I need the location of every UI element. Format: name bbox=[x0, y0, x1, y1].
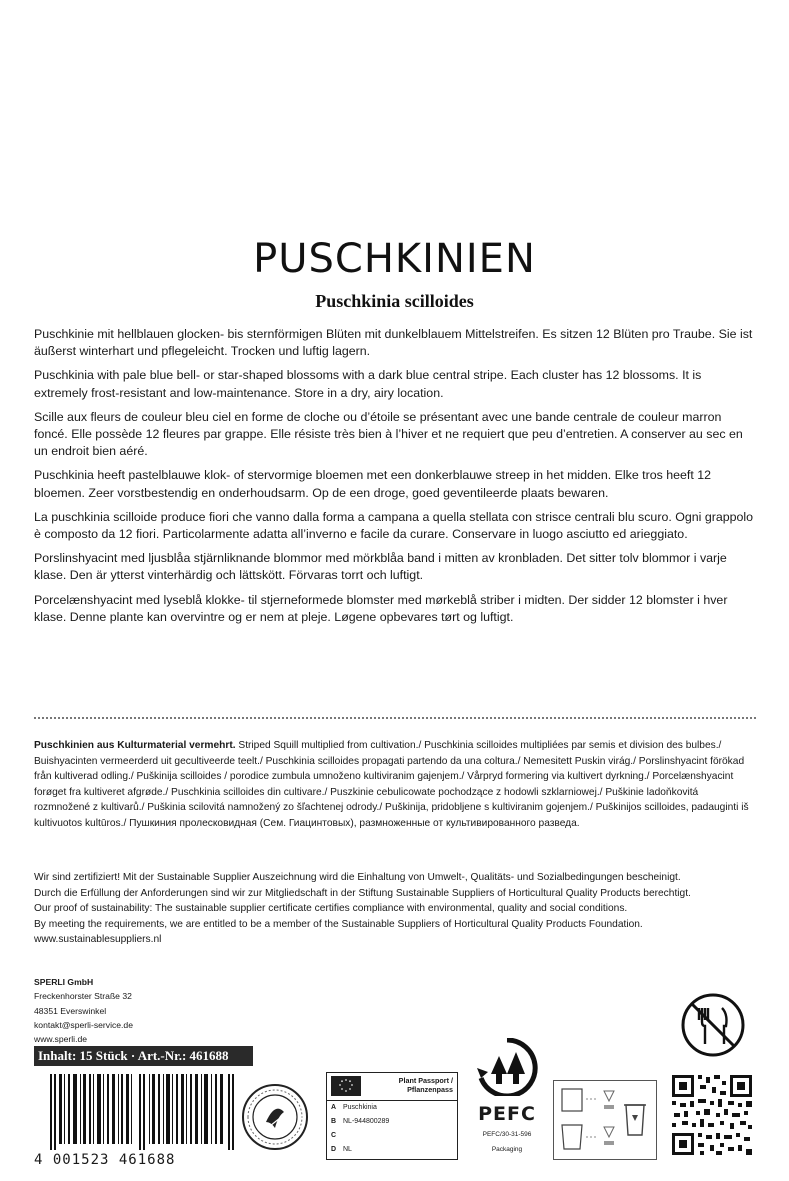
passport-row: C bbox=[331, 1132, 337, 1139]
sustainability-line: Wir sind zertifiziert! Mit der Sustainable Supplier Auszeichnung wird die Einhaltung von Umwelt-, Qualitäts- und Sozialbedingungen bescheinigt. bbox=[34, 872, 681, 883]
recycling-info-icon bbox=[553, 1080, 657, 1160]
sustainability-line: Durch die Erfüllung der Anforderungen sind wir zur Mitgliedschaft in der Stiftung Sustainable Suppliers of Horticultural Quality Products berechtigt. bbox=[34, 887, 691, 899]
company-name: SPERLI GmbH bbox=[34, 977, 94, 987]
passport-row: B NL-944800289 bbox=[331, 1118, 390, 1125]
sustainability-line: Our proof of sustainability: The sustainable supplier certificate certifies compliance with environmental, quality and social conditions. bbox=[34, 903, 628, 914]
not-for-consumption-icon bbox=[678, 990, 748, 1060]
passport-row: D NL bbox=[331, 1146, 352, 1153]
company-street: Freckenhorster Straße 32 bbox=[34, 991, 132, 1002]
description-de: Puschkinie mit hellblauen glocken- bis sternförmigen Blüten mit dunkelblauem Mittelstreifen. Es sitzen 12 Blüten pro Traube. Sie ist äußerst winterhart und pflegeleicht. Trocken und luftig lagern. bbox=[34, 327, 753, 359]
passport-title-de: Pflanzenpass bbox=[407, 1085, 453, 1094]
company-address bbox=[34, 975, 133, 1046]
cultivation-text: Striped Squill multiplied from cultivation./ Puschkinia scilloides multipliées par semis et division des bulbes./ Buishyacinten vermeerderd uit gecultiveerde teelt./ Puschkinia scilloides propagati partendo da una coltura./ Nemesitett Puskin virág./ Porslinshyacint förökad från kultiverad odling./ Puškinija scilloides / porodice zumbula umnoženo kultiviranim gajenjem./ Vårpryd formering via kultivert dyrkning./ Porcelænshyacint forøget fra kultiveret afgrøde./ Puschkinia scilloides din cultivare./ Puszkinie cebulicowate pochodzące z hodowli szklarniowej./ Puškinie ladoňkovitá rozmnožené z kultivarů./ Puškinia scilovitá namnožený zo šľachtenej odrody./ Puškinija, pridobljene s kultiviranim gojenjem./ Puškinijos scilloides, padauginti iš kultivuotos kultūros./ Пушкиния пролесковидная (Сем. Гиацинтовых), размноженные от культивированного разведа. bbox=[34, 740, 749, 829]
barcode bbox=[34, 1074, 254, 1170]
description-nl: Puschkinia heeft pastelblauwe klok- of stervormige bloemen met een donkerblauwe streep in het midden. Elke tros heeft 12 bloemen. Zeer vorstbestendig en onderhoudsarm. Op de een droge, goed geventileerde plaats bewaren. bbox=[34, 468, 712, 500]
description-sv: Porslinshyacint med ljusblåa stjärnliknande blommor med mörkblåa band i mitten av kronbladen. Det sitter tolv blommor i varje klase. Den är ytterst vinterhärdig och lättskött. Förvaras torrt och luftigt. bbox=[34, 551, 727, 583]
dotted-divider bbox=[34, 717, 756, 719]
cultivation-note bbox=[34, 738, 756, 831]
description-list bbox=[34, 326, 756, 633]
passport-title: Plant Passport / bbox=[398, 1076, 453, 1085]
barcode-digits: 4 001523 461688 bbox=[34, 1152, 176, 1168]
sustainability-note bbox=[34, 870, 756, 948]
sustainability-line: By meeting the requirements, we are entitled to be a member of the Sustainable Suppliers of Horticultural Quality Products Foundation. bbox=[34, 918, 643, 930]
description-fr: Scille aux fleurs de couleur bleu ciel en forme de cloche ou d’étoile se présentant avec une bande centrale de couleur marron foncé. Elle possède 12 fleures par grappe. Elle résiste très bien à l’hiver et ne requiert que peu d’entretien. A conserver au sec en un endroit bien aéré. bbox=[34, 409, 743, 459]
description-en: Puschkinia with pale blue bell- or star-shaped blossoms with a dark blue central stripe. Each cluster has 12 blossoms. It is extremely frost-resistant and low-maintenance. Store in a dry, airy location. bbox=[34, 368, 702, 400]
pefc-logo bbox=[474, 1038, 540, 1153]
pefc-packaging: Packaging bbox=[491, 1146, 523, 1153]
sustainable-supplier-seal-icon bbox=[240, 1082, 310, 1152]
sustainability-link[interactable]: www.sustainablesuppliers.nl bbox=[34, 934, 162, 945]
company-city: 48351 Everswinkel bbox=[34, 1005, 107, 1016]
pefc-trees-icon bbox=[476, 1038, 538, 1096]
pefc-logo-text: PEFC bbox=[478, 1103, 536, 1125]
eu-flag-icon bbox=[331, 1076, 361, 1096]
description-da: Porcelænshyacint med lyseblå klokke- til stjerneformede blomster med mørkeblå striber i midten. Der sidder 12 blomster i hver klase. Denne plante kan overvintre og er nem at pleje. Løgene opbevares tørt og luftigt. bbox=[34, 592, 728, 624]
company-email[interactable]: kontakt@sperli-service.de bbox=[34, 1019, 133, 1030]
company-web[interactable]: www.sperli.de bbox=[34, 1034, 88, 1045]
passport-row: A Puschkinia bbox=[331, 1104, 377, 1111]
qr-code-icon[interactable] bbox=[670, 1073, 754, 1157]
cultivation-lead: Puschkinien aus Kulturmaterial vermehrt. bbox=[34, 740, 236, 751]
content-article-bar: Inhalt: 15 Stück · Art.-Nr.: 461688 bbox=[34, 1046, 253, 1066]
page-subtitle: Puschkinia scilloides bbox=[315, 291, 474, 311]
page-title: PUSCHKINIEN bbox=[253, 236, 536, 282]
pefc-code: PEFC/30-31-596 bbox=[482, 1131, 532, 1138]
plant-passport bbox=[326, 1072, 458, 1160]
description-it: La puschkinia scilloide produce fiori che vanno dalla forma a campana a quella stellata con strisce centrali blu scuro. Ogni grappolo è composto da 12 fiori. Particolarmente adatta all’inverno e facile da curare. Conservare in luogo asciutto ed arieggiato. bbox=[34, 509, 754, 542]
barcode-bars bbox=[50, 1074, 242, 1150]
